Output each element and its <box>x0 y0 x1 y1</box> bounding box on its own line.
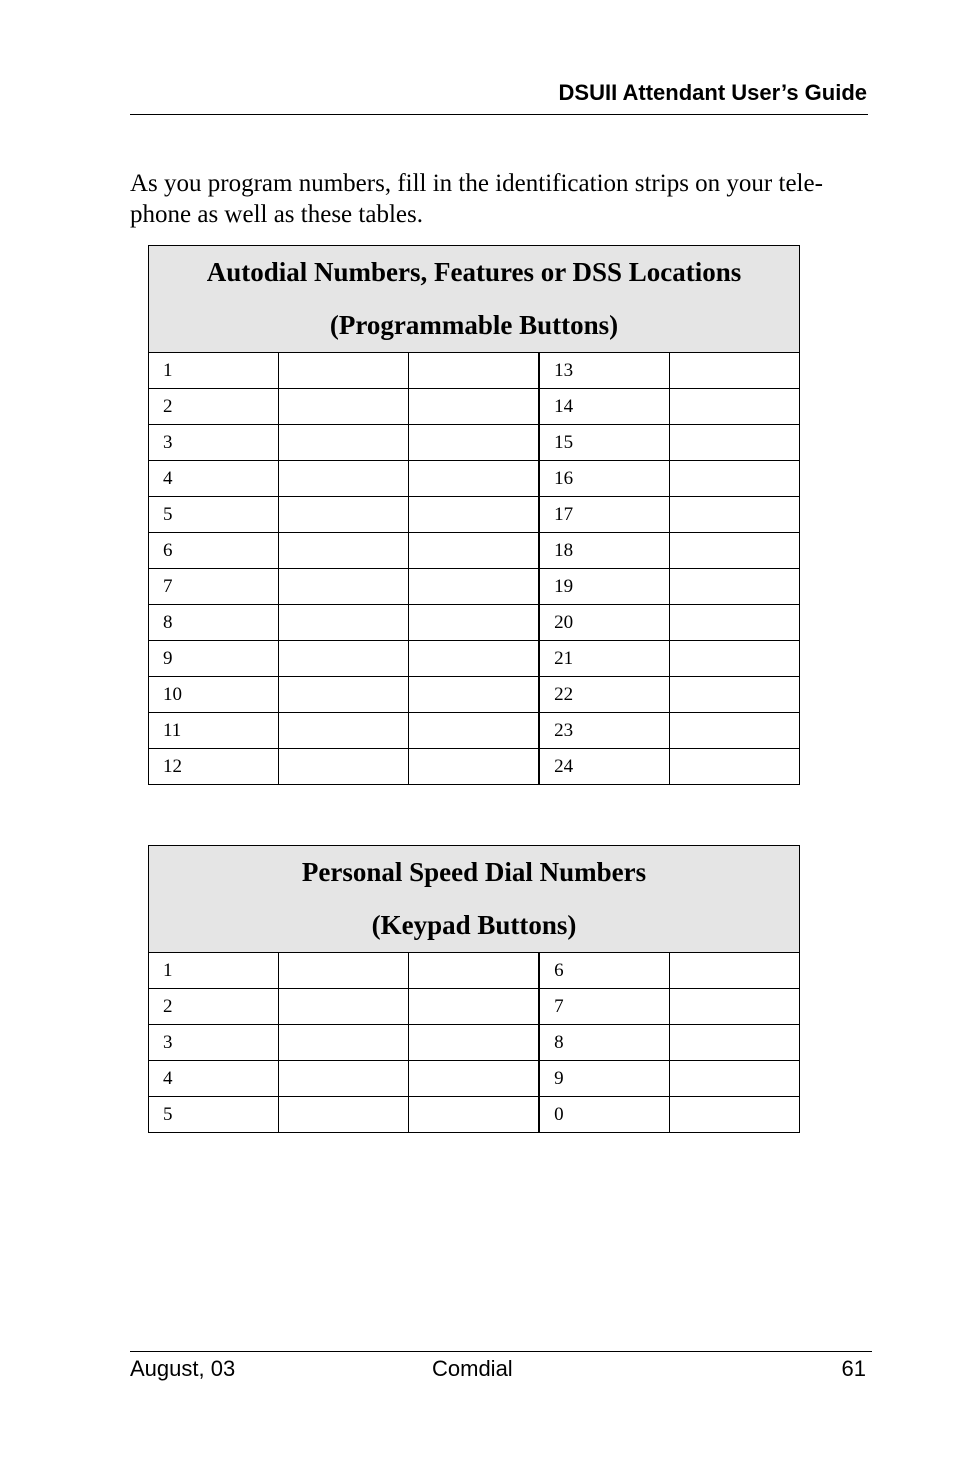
button-number-cell: 22 <box>539 677 669 713</box>
button-number-cell: 12 <box>149 749 279 785</box>
footer-divider <box>130 1351 872 1352</box>
blank-entry-cell <box>279 569 409 605</box>
blank-entry-cell <box>669 953 799 989</box>
autodial-table-header <box>149 246 800 353</box>
speed-dial-table-title: Personal Speed Dial Numbers <box>301 857 647 887</box>
blank-entry-cell <box>669 989 799 1025</box>
blank-entry-cell <box>279 1025 409 1061</box>
button-number-cell: 11 <box>149 713 279 749</box>
page-number: 61 <box>841 1356 866 1381</box>
blank-entry-cell <box>279 461 409 497</box>
button-number-cell: 1 <box>149 353 279 389</box>
blank-entry-cell <box>409 749 539 785</box>
blank-entry-cell <box>279 641 409 677</box>
footer-date: August, 03 <box>130 1356 236 1381</box>
button-number-cell: 15 <box>539 425 669 461</box>
blank-entry-cell <box>279 953 409 989</box>
blank-entry-cell <box>279 389 409 425</box>
blank-entry-cell <box>279 989 409 1025</box>
blank-entry-cell <box>279 677 409 713</box>
blank-entry-cell <box>279 425 409 461</box>
blank-entry-cell <box>409 425 539 461</box>
button-number-cell: 21 <box>539 641 669 677</box>
speed-dial-table-header <box>149 846 800 953</box>
table-row <box>149 953 800 989</box>
button-number-cell: 24 <box>539 749 669 785</box>
blank-entry-cell <box>409 1061 539 1097</box>
button-number-cell: 2 <box>149 389 279 425</box>
blank-entry-cell <box>409 953 539 989</box>
blank-entry-cell <box>669 749 799 785</box>
table-row <box>149 425 800 461</box>
blank-entry-cell <box>669 461 799 497</box>
table-row <box>149 461 800 497</box>
blank-entry-cell <box>669 353 799 389</box>
table-row <box>149 353 800 389</box>
button-number-cell: 14 <box>539 389 669 425</box>
button-number-cell: 18 <box>539 533 669 569</box>
button-number-cell: 19 <box>539 569 669 605</box>
blank-entry-cell <box>409 989 539 1025</box>
blank-entry-cell <box>669 569 799 605</box>
button-number-cell: 3 <box>149 425 279 461</box>
blank-entry-cell <box>409 353 539 389</box>
button-number-cell: 2 <box>149 989 279 1025</box>
button-number-cell: 5 <box>149 497 279 533</box>
button-number-cell: 20 <box>539 605 669 641</box>
intro-paragraph: As you program numbers, fill in the identification strips on your tele-phone as well as these tables. <box>130 170 823 228</box>
button-number-cell: 8 <box>149 605 279 641</box>
button-number-cell: 5 <box>149 1097 279 1133</box>
button-number-cell: 1 <box>149 953 279 989</box>
blank-entry-cell <box>669 641 799 677</box>
blank-entry-cell <box>669 425 799 461</box>
button-number-cell: 9 <box>539 1061 669 1097</box>
blank-entry-cell <box>409 1025 539 1061</box>
button-number-cell: 4 <box>149 1061 279 1097</box>
blank-entry-cell <box>279 1061 409 1097</box>
blank-entry-cell <box>279 1097 409 1133</box>
table-row <box>149 713 800 749</box>
blank-entry-cell <box>279 749 409 785</box>
autodial-table-body <box>149 353 800 785</box>
blank-entry-cell <box>669 1025 799 1061</box>
blank-entry-cell <box>669 713 799 749</box>
blank-entry-cell <box>409 569 539 605</box>
table-row <box>149 677 800 713</box>
table-row <box>149 605 800 641</box>
blank-entry-cell <box>279 713 409 749</box>
button-number-cell: 23 <box>539 713 669 749</box>
table-row <box>149 641 800 677</box>
blank-entry-cell <box>409 497 539 533</box>
blank-entry-cell <box>409 713 539 749</box>
blank-entry-cell <box>409 677 539 713</box>
blank-entry-cell <box>409 641 539 677</box>
button-number-cell: 6 <box>539 953 669 989</box>
blank-entry-cell <box>669 497 799 533</box>
button-number-cell: 17 <box>539 497 669 533</box>
button-number-cell: 3 <box>149 1025 279 1061</box>
blank-entry-cell <box>409 1097 539 1133</box>
button-number-cell: 7 <box>149 569 279 605</box>
blank-entry-cell <box>279 497 409 533</box>
speed-dial-table-subtitle: (Keypad Buttons) <box>371 910 577 940</box>
table-row <box>149 389 800 425</box>
blank-entry-cell <box>669 605 799 641</box>
blank-entry-cell <box>279 533 409 569</box>
table-row <box>149 989 800 1025</box>
blank-entry-cell <box>669 533 799 569</box>
table-row <box>149 1061 800 1097</box>
button-number-cell: 7 <box>539 989 669 1025</box>
speed-dial-table-body <box>149 953 800 1133</box>
blank-entry-cell <box>409 461 539 497</box>
page-header-title: DSUII Attendant User’s Guide <box>558 80 867 105</box>
blank-entry-cell <box>409 605 539 641</box>
blank-entry-cell <box>279 353 409 389</box>
blank-entry-cell <box>669 389 799 425</box>
speed-dial-table <box>148 845 800 1133</box>
button-number-cell: 9 <box>149 641 279 677</box>
button-number-cell: 0 <box>539 1097 669 1133</box>
button-number-cell: 6 <box>149 533 279 569</box>
table-row <box>149 533 800 569</box>
autodial-table <box>148 245 800 785</box>
button-number-cell: 10 <box>149 677 279 713</box>
blank-entry-cell <box>409 389 539 425</box>
table-row <box>149 1025 800 1061</box>
blank-entry-cell <box>409 533 539 569</box>
blank-entry-cell <box>669 1061 799 1097</box>
blank-entry-cell <box>669 1097 799 1133</box>
header-divider <box>130 114 868 115</box>
blank-entry-cell <box>279 605 409 641</box>
button-number-cell: 4 <box>149 461 279 497</box>
footer-company: Comdial <box>432 1356 513 1381</box>
autodial-table-subtitle: (Programmable Buttons) <box>329 310 619 340</box>
autodial-table-title: Autodial Numbers, Features or DSS Locations <box>206 257 742 287</box>
table-row <box>149 569 800 605</box>
button-number-cell: 16 <box>539 461 669 497</box>
blank-entry-cell <box>669 677 799 713</box>
table-row <box>149 1097 800 1133</box>
button-number-cell: 8 <box>539 1025 669 1061</box>
table-row <box>149 749 800 785</box>
table-row <box>149 497 800 533</box>
button-number-cell: 13 <box>539 353 669 389</box>
